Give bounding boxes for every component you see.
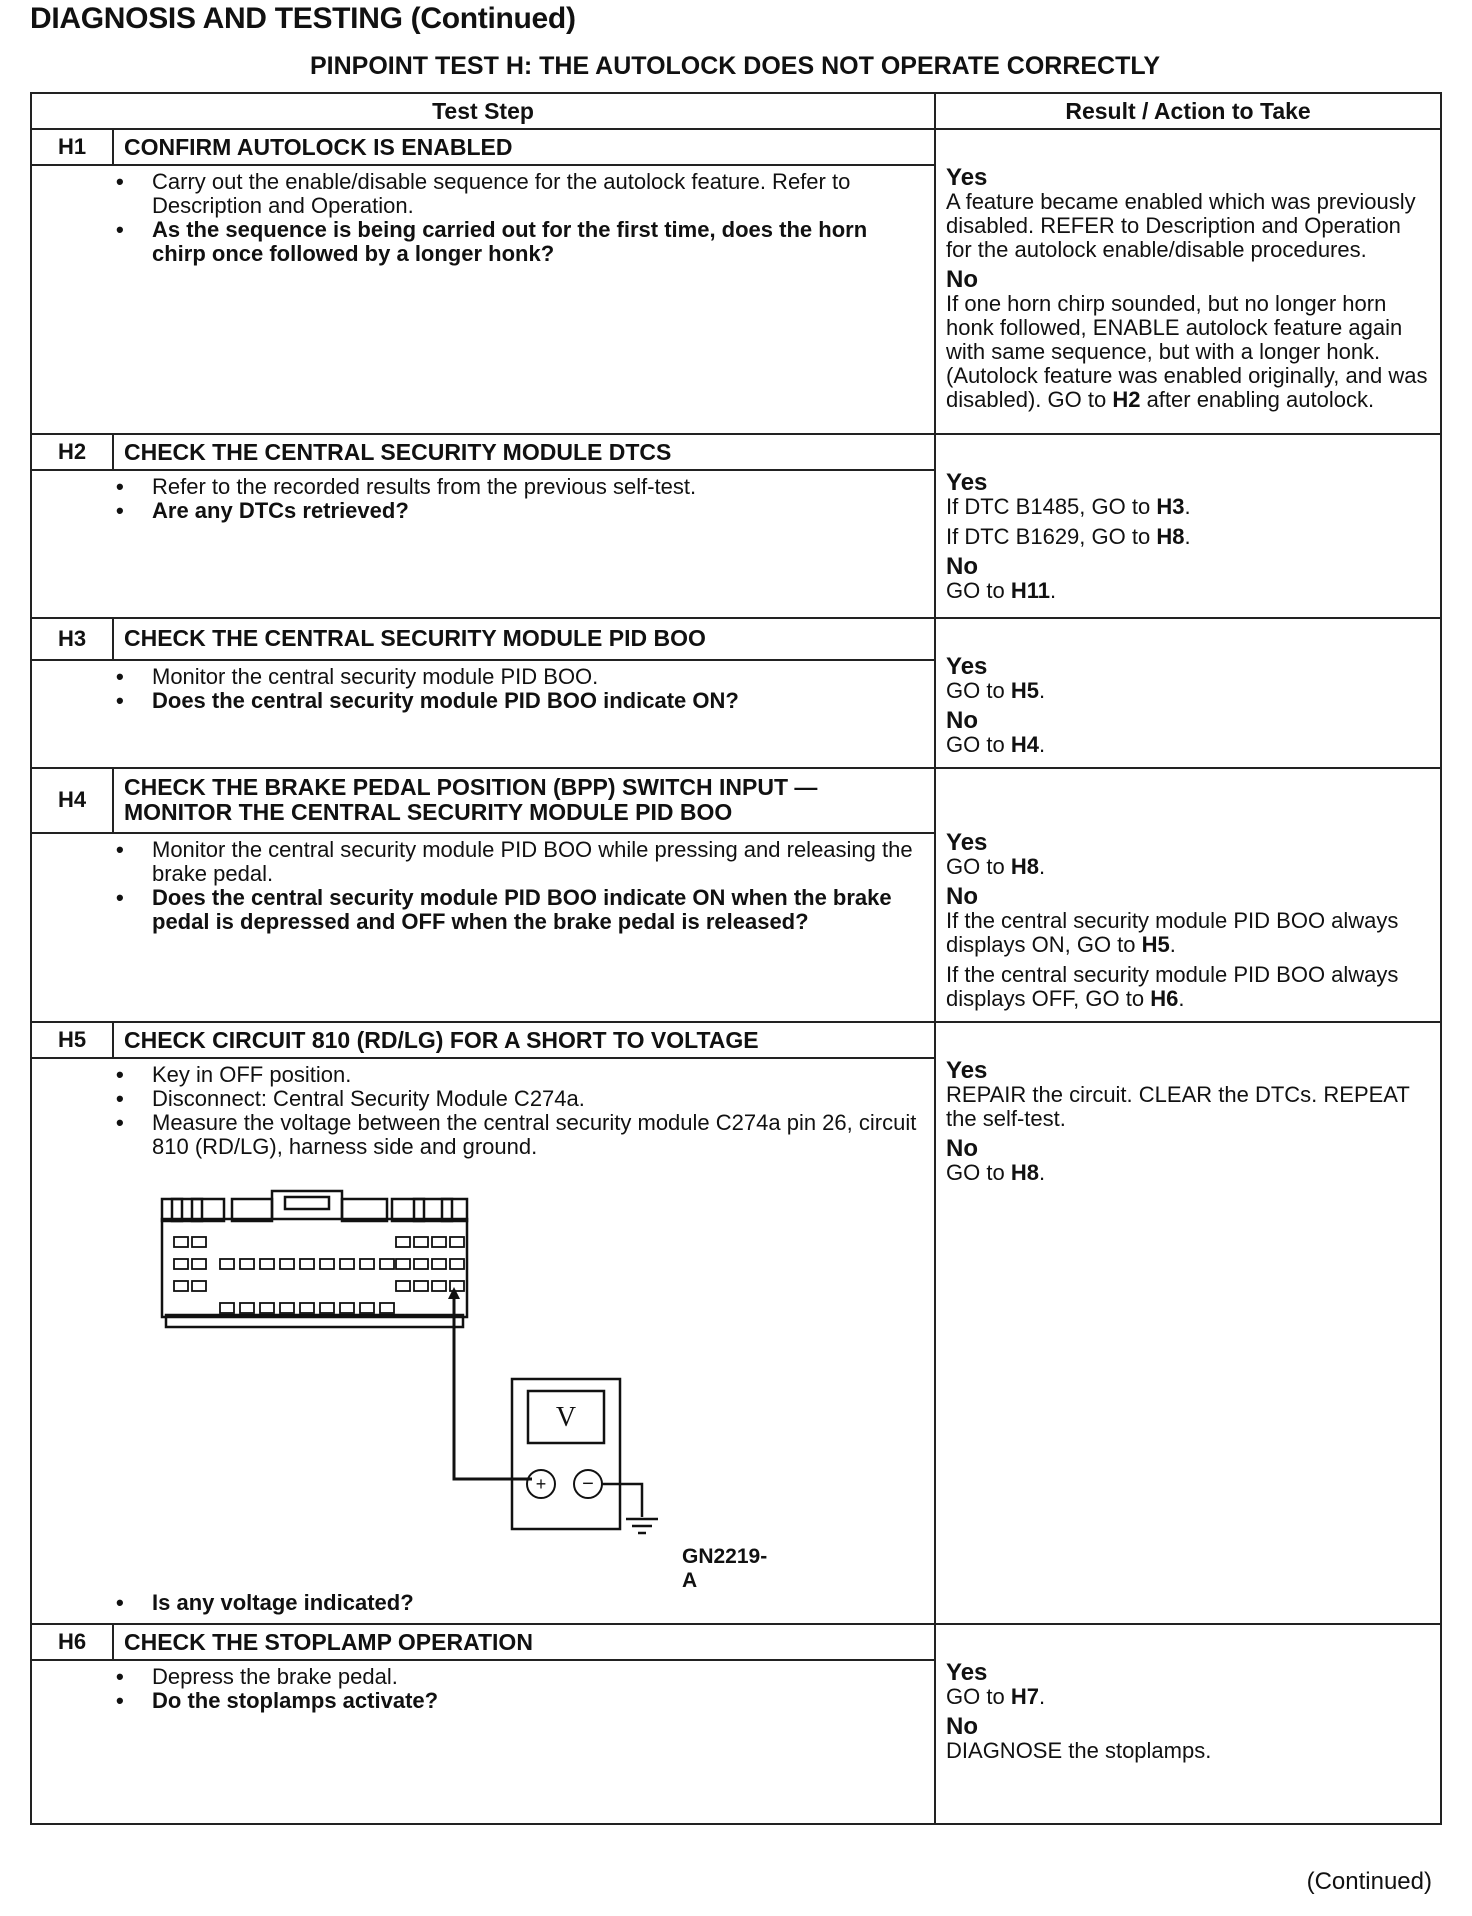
no-label: No xyxy=(946,1713,979,1740)
yes-action: A feature became enabled which was previously disabled. REFER to Description and Operation for the autolock enable/disable procedures. xyxy=(946,189,1416,262)
step-question: • Is any voltage indicated? xyxy=(152,1591,924,1615)
connector-pin-cavity xyxy=(450,1281,464,1291)
step-question: • As the sequence is being carried out for the first time, does the horn chirp once followed by a longer honk? xyxy=(152,218,924,266)
step-title-row xyxy=(31,434,1441,470)
step-bullet: • Measure the voltage between the central security module C274a pin 26, circuit 810 (RD/LG), harness side and ground. xyxy=(152,1111,924,1159)
connector-pin-cavity xyxy=(260,1303,274,1313)
yes-label: Yes xyxy=(946,469,988,496)
step-result xyxy=(935,618,1441,768)
connector-pin-cavity xyxy=(220,1259,234,1269)
step-bullet: • Refer to the recorded results from the previous self-test. xyxy=(152,475,924,499)
connector-pin-cavity xyxy=(380,1259,394,1269)
connector-pin-cavity xyxy=(240,1303,254,1313)
connector-voltmeter-diagram xyxy=(152,1179,768,1592)
no-action: GO to H4. xyxy=(946,732,1046,757)
no-action-2: If the central security module PID BOO always displays OFF, GO to H6. xyxy=(946,962,1399,1011)
step-body xyxy=(31,470,935,618)
connector-pin-cavity xyxy=(360,1259,374,1269)
connector-pin-cavity xyxy=(280,1303,294,1313)
connector-pin-cavity xyxy=(280,1259,294,1269)
connector-pin-cavity xyxy=(414,1259,428,1269)
step-question: • Do the stoplamps activate? xyxy=(152,1689,924,1713)
connector-latch-rib xyxy=(172,1199,182,1221)
connector-pin-cavity xyxy=(432,1259,446,1269)
connector-pin-cavity xyxy=(414,1281,428,1291)
connector-pin-cavity xyxy=(432,1237,446,1247)
step-question: • Are any DTCs retrieved? xyxy=(152,499,924,523)
no-action: DIAGNOSE the stoplamps. xyxy=(946,1738,1212,1763)
step-title-row xyxy=(31,618,1441,660)
connector-latch-rib xyxy=(442,1199,452,1221)
no-label: No xyxy=(946,883,979,910)
yes-action: GO to H5. xyxy=(946,678,1046,703)
connector-pin-cavity xyxy=(192,1237,206,1247)
step-question: • Does the central security module PID BOO indicate ON when the brake pedal is depressed and OFF when the brake pedal is released? xyxy=(152,886,924,934)
connector-pin-cavity xyxy=(320,1259,334,1269)
step-title: CHECK THE CENTRAL SECURITY MODULE DTCS xyxy=(113,434,935,470)
connector-latch xyxy=(232,1199,272,1221)
voltmeter-symbol: V xyxy=(555,1402,577,1433)
step-question: • Does the central security module PID BOO indicate ON? xyxy=(152,689,924,713)
no-action: If the central security module PID BOO always displays ON, GO to H5. xyxy=(946,908,1399,957)
no-action: GO to H8. xyxy=(946,1160,1046,1185)
connector-pin-cavity xyxy=(380,1303,394,1313)
connector-pin-cavity xyxy=(340,1303,354,1313)
column-header-result: Result / Action to Take xyxy=(935,93,1441,129)
step-id: H2 xyxy=(31,434,113,470)
step-title-row xyxy=(31,1022,1441,1058)
connector-pin-cavity xyxy=(414,1237,428,1247)
step-title: CHECK THE CENTRAL SECURITY MODULE PID BOO xyxy=(113,618,935,660)
yes-label: Yes xyxy=(946,1057,988,1084)
connector-pin-cavity xyxy=(432,1281,446,1291)
step-body xyxy=(31,1660,935,1824)
table-header-row xyxy=(31,93,1441,129)
connector-pin-cavity xyxy=(220,1303,234,1313)
step-id: H3 xyxy=(31,618,113,660)
connector-pin-cavity xyxy=(450,1237,464,1247)
yes-label: Yes xyxy=(946,829,988,856)
yes-action: If DTC B1485, GO to H3. xyxy=(946,494,1191,519)
yes-action: GO to H8. xyxy=(946,854,1046,879)
step-result xyxy=(935,129,1441,434)
step-title: CHECK THE BRAKE PEDAL POSITION (BPP) SWITCH INPUT — MONITOR THE CENTRAL SECURITY MODULE PID BOO xyxy=(113,768,935,833)
step-title-row xyxy=(31,768,1441,833)
connector-pin-cavity xyxy=(320,1303,334,1313)
connector-pin-cavity xyxy=(450,1259,464,1269)
connector-latch xyxy=(392,1199,467,1221)
connector-latch-rib xyxy=(414,1199,424,1221)
yes-action-2: If DTC B1629, GO to H8. xyxy=(946,524,1191,549)
connector-lock-tab xyxy=(272,1191,342,1219)
step-result xyxy=(935,768,1441,1022)
step-result xyxy=(935,1022,1441,1624)
figure-id: GN2219-A xyxy=(682,1545,768,1592)
step-id: H6 xyxy=(31,1624,113,1660)
connector-pin-cavity xyxy=(192,1259,206,1269)
step-bullet: • Disconnect: Central Security Module C274a. xyxy=(152,1087,924,1111)
connector-pin-cavity xyxy=(360,1303,374,1313)
step-result xyxy=(935,434,1441,618)
connector-pin-cavity xyxy=(396,1259,410,1269)
no-label: No xyxy=(946,707,979,734)
yes-action: REPAIR the circuit. CLEAR the DTCs. REPEAT the self-test. xyxy=(946,1082,1410,1131)
minus-sign: − xyxy=(582,1473,594,1495)
ground-lead xyxy=(602,1484,642,1517)
step-title-row xyxy=(31,129,1441,165)
yes-action: GO to H7. xyxy=(946,1684,1046,1709)
connector-pin-cavity xyxy=(174,1259,188,1269)
step-body xyxy=(31,660,935,768)
connector-pin-cavity xyxy=(340,1259,354,1269)
connector-latch xyxy=(342,1199,387,1221)
yes-label: Yes xyxy=(946,653,988,680)
no-label: No xyxy=(946,1135,979,1162)
connector-pin-cavity xyxy=(174,1281,188,1291)
connector-diagram-svg xyxy=(152,1179,712,1539)
step-title: CHECK CIRCUIT 810 (RD/LG) FOR A SHORT TO VOLTAGE xyxy=(113,1022,935,1058)
step-id: H1 xyxy=(31,129,113,165)
no-action: If one horn chirp sounded, but no longer horn honk followed, ENABLE autolock feature again with same sequence, but with a longer honk. (Autolock feature was enabled originally, and was disabled). GO to H2 after enabling autolock. xyxy=(946,291,1428,412)
continued-label: (Continued) xyxy=(1306,1868,1432,1895)
connector-pin-cavity xyxy=(396,1237,410,1247)
step-bullet: • Monitor the central security module PID BOO while pressing and releasing the brake pedal. xyxy=(152,838,924,886)
step-bullet: • Key in OFF position. xyxy=(152,1063,924,1087)
step-title-row xyxy=(31,1624,1441,1660)
step-body xyxy=(31,1058,935,1624)
connector-pin-cavity xyxy=(192,1281,206,1291)
no-label: No xyxy=(946,266,979,293)
step-id: H4 xyxy=(31,768,113,833)
connector-pin-cavity xyxy=(300,1303,314,1313)
connector-pin-cavity xyxy=(396,1281,410,1291)
yes-label: Yes xyxy=(946,1659,988,1686)
connector-pin-cavity xyxy=(300,1259,314,1269)
step-title: CONFIRM AUTOLOCK IS ENABLED xyxy=(113,129,935,165)
yes-label: Yes xyxy=(946,164,988,191)
pinpoint-test-title: PINPOINT TEST H: THE AUTOLOCK DOES NOT OPERATE CORRECTLY xyxy=(309,52,1161,80)
pinpoint-test-table xyxy=(30,92,1442,1825)
plus-sign: + xyxy=(535,1474,547,1494)
step-bullet: • Carry out the enable/disable sequence for the autolock feature. Refer to Description and Operation. xyxy=(152,170,924,218)
no-action: GO to H11. xyxy=(946,578,1057,603)
step-result xyxy=(935,1624,1441,1824)
step-bullet: • Depress the brake pedal. xyxy=(152,1665,924,1689)
column-header-test-step: Test Step xyxy=(31,93,935,129)
connector-pin-cavity xyxy=(240,1259,254,1269)
page-heading: DIAGNOSIS AND TESTING (Continued) xyxy=(30,2,576,35)
connector-pin-cavity xyxy=(260,1259,274,1269)
step-body xyxy=(31,833,935,1022)
no-label: No xyxy=(946,553,979,580)
step-body xyxy=(31,165,935,434)
connector-pin-cavity xyxy=(174,1237,188,1247)
step-title: CHECK THE STOPLAMP OPERATION xyxy=(113,1624,935,1660)
connector-lock-slot xyxy=(285,1197,329,1209)
step-id: H5 xyxy=(31,1022,113,1058)
step-bullet: • Monitor the central security module PID BOO. xyxy=(152,665,924,689)
connector-latch-rib xyxy=(192,1199,202,1221)
probe-lead xyxy=(454,1349,532,1479)
